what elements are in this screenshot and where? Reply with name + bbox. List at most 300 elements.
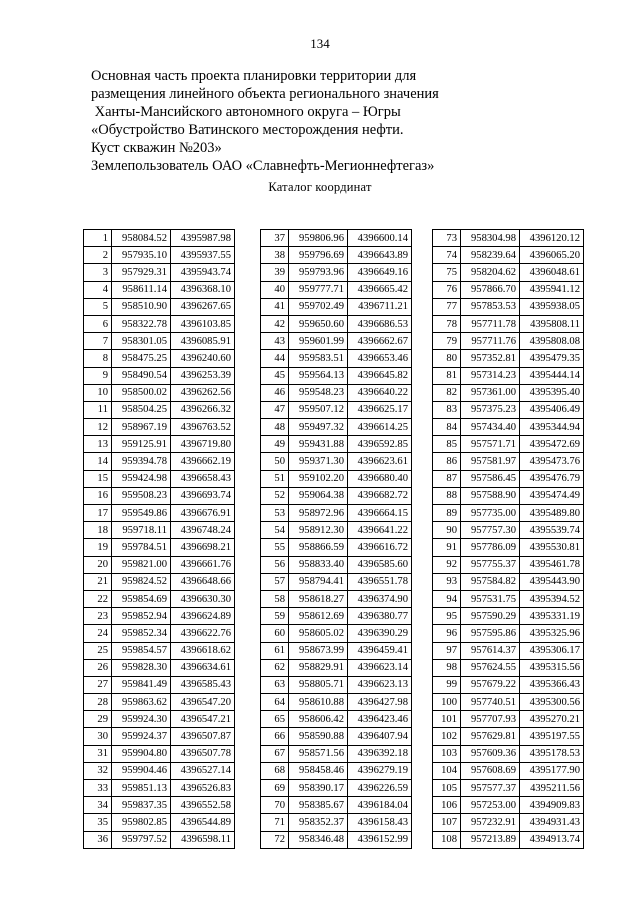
point-number: 61 <box>261 642 289 659</box>
coordinate-x: 957707.93 <box>461 711 520 728</box>
coordinate-x: 958610.88 <box>289 694 348 711</box>
coordinate-y: 4395443.90 <box>520 573 584 590</box>
coordinate-y: 4395177.90 <box>520 762 584 779</box>
table-row <box>261 384 412 401</box>
point-number: 18 <box>84 522 112 539</box>
coordinate-y: 4395489.80 <box>520 505 584 522</box>
coordinate-x: 958571.56 <box>289 745 348 762</box>
point-number: 26 <box>84 659 112 676</box>
point-number: 71 <box>261 814 289 831</box>
coordinate-y: 4396507.78 <box>171 745 235 762</box>
coordinate-x: 958673.99 <box>289 642 348 659</box>
table-row <box>261 230 412 247</box>
coordinate-x: 959851.13 <box>112 780 171 797</box>
coordinate-y: 4395178.53 <box>520 745 584 762</box>
coordinate-x: 958972.96 <box>289 505 348 522</box>
coordinate-y: 4394909.83 <box>520 797 584 814</box>
coordinate-x: 957755.37 <box>461 556 520 573</box>
point-number: 17 <box>84 505 112 522</box>
coordinate-y: 4396380.77 <box>348 608 412 625</box>
table-row <box>433 230 584 247</box>
table-row <box>261 453 412 470</box>
point-number: 34 <box>84 797 112 814</box>
coordinate-x: 958805.71 <box>289 676 348 693</box>
point-number: 99 <box>433 676 461 693</box>
table-row <box>433 590 584 607</box>
table-row <box>84 745 235 762</box>
table-row <box>84 298 235 315</box>
point-number: 72 <box>261 831 289 848</box>
coordinate-y: 4396184.04 <box>348 797 412 814</box>
table-row <box>84 384 235 401</box>
coordinate-x: 958352.37 <box>289 814 348 831</box>
coordinate-x: 958912.30 <box>289 522 348 539</box>
coordinate-y: 4396624.89 <box>171 608 235 625</box>
point-number: 97 <box>433 642 461 659</box>
point-number: 92 <box>433 556 461 573</box>
table-row <box>433 487 584 504</box>
coordinate-x: 958475.25 <box>112 350 171 367</box>
point-number: 20 <box>84 556 112 573</box>
coordinate-y: 4396640.22 <box>348 384 412 401</box>
point-number: 102 <box>433 728 461 745</box>
coordinate-x: 959796.69 <box>289 247 348 264</box>
point-number: 35 <box>84 814 112 831</box>
coordinate-x: 959777.71 <box>289 281 348 298</box>
coordinate-x: 958458.46 <box>289 762 348 779</box>
coordinate-x: 957584.82 <box>461 573 520 590</box>
point-number: 57 <box>261 573 289 590</box>
point-number: 46 <box>261 384 289 401</box>
coordinate-y: 4395325.96 <box>520 625 584 642</box>
coordinate-x: 959854.57 <box>112 642 171 659</box>
point-number: 52 <box>261 487 289 504</box>
coordinate-x: 959424.98 <box>112 470 171 487</box>
coordinate-y: 4395941.12 <box>520 281 584 298</box>
coordinate-y: 4396267.65 <box>171 298 235 315</box>
coordinate-y: 4395444.14 <box>520 367 584 384</box>
coordinate-y: 4396427.98 <box>348 694 412 711</box>
coordinate-x: 958829.91 <box>289 659 348 676</box>
table-row <box>261 419 412 436</box>
coordinate-y: 4396551.78 <box>348 573 412 590</box>
coordinate-x: 958590.88 <box>289 728 348 745</box>
point-number: 8 <box>84 350 112 367</box>
table-row <box>261 470 412 487</box>
coordinate-x: 957590.29 <box>461 608 520 625</box>
coordinate-y: 4396459.41 <box>348 642 412 659</box>
coordinate-x: 959508.23 <box>112 487 171 504</box>
coordinate-y: 4395211.56 <box>520 780 584 797</box>
table-row <box>433 745 584 762</box>
table-row <box>261 315 412 332</box>
point-number: 81 <box>433 367 461 384</box>
title-line: Ханты-Мансийского автономного округа – Югры <box>91 104 401 120</box>
point-number: 105 <box>433 780 461 797</box>
table-row <box>433 333 584 350</box>
coordinate-y: 4396625.17 <box>348 401 412 418</box>
coordinate-y: 4396279.19 <box>348 762 412 779</box>
table-row <box>433 711 584 728</box>
table-row <box>84 487 235 504</box>
point-number: 14 <box>84 453 112 470</box>
coordinate-x: 958967.19 <box>112 419 171 436</box>
table-row <box>433 350 584 367</box>
coordinate-y: 4396527.14 <box>171 762 235 779</box>
coordinate-x: 958385.67 <box>289 797 348 814</box>
point-number: 91 <box>433 539 461 556</box>
coordinate-x: 957629.81 <box>461 728 520 745</box>
point-number: 62 <box>261 659 289 676</box>
coordinate-y: 4395300.56 <box>520 694 584 711</box>
coordinate-x: 959549.86 <box>112 505 171 522</box>
coordinate-y: 4396266.32 <box>171 401 235 418</box>
table-row <box>84 608 235 625</box>
title-line: Основная часть проекта планировки территории для <box>91 68 417 84</box>
point-number: 82 <box>433 384 461 401</box>
table-row <box>261 487 412 504</box>
point-number: 25 <box>84 642 112 659</box>
coordinate-y: 4396585.43 <box>171 676 235 693</box>
coordinate-y: 4396614.25 <box>348 419 412 436</box>
point-number: 32 <box>84 762 112 779</box>
coordinate-y: 4396368.10 <box>171 281 235 298</box>
point-number: 15 <box>84 470 112 487</box>
point-number: 11 <box>84 401 112 418</box>
table-row <box>433 522 584 539</box>
table-row <box>261 247 412 264</box>
table-row <box>261 298 412 315</box>
coordinate-x: 958322.78 <box>112 315 171 332</box>
coordinate-y: 4396693.74 <box>171 487 235 504</box>
point-number: 90 <box>433 522 461 539</box>
point-number: 73 <box>433 230 461 247</box>
page-number: 134 <box>310 36 330 51</box>
point-number: 104 <box>433 762 461 779</box>
table-row <box>84 539 235 556</box>
title-line: размещения линейного объекта регионального значения <box>91 86 439 102</box>
point-number: 69 <box>261 780 289 797</box>
coordinate-x: 959702.49 <box>289 298 348 315</box>
point-number: 85 <box>433 436 461 453</box>
table-row <box>261 367 412 384</box>
point-number: 86 <box>433 453 461 470</box>
table-row <box>261 350 412 367</box>
coordinate-y: 4396686.53 <box>348 315 412 332</box>
point-number: 59 <box>261 608 289 625</box>
title-line: Землепользователь ОАО «Славнефть-Мегионнефтегаз» <box>91 158 435 174</box>
coordinate-y: 4396120.12 <box>520 230 584 247</box>
point-number: 39 <box>261 264 289 281</box>
catalog-subtitle: Каталог координат <box>268 180 372 194</box>
point-number: 80 <box>433 350 461 367</box>
coordinate-y: 4396661.76 <box>171 556 235 573</box>
coordinate-y: 4396048.61 <box>520 264 584 281</box>
coordinate-x: 959828.30 <box>112 659 171 676</box>
point-number: 53 <box>261 505 289 522</box>
point-number: 22 <box>84 590 112 607</box>
table-row <box>261 401 412 418</box>
point-number: 4 <box>84 281 112 298</box>
coordinate-x: 957352.81 <box>461 350 520 367</box>
coordinate-x: 957735.00 <box>461 505 520 522</box>
table-row <box>433 814 584 831</box>
table-row <box>84 401 235 418</box>
point-number: 42 <box>261 315 289 332</box>
table-row <box>84 436 235 453</box>
point-number: 65 <box>261 711 289 728</box>
point-number: 54 <box>261 522 289 539</box>
table-row <box>84 694 235 711</box>
coordinate-y: 4396622.76 <box>171 625 235 642</box>
table-row <box>433 556 584 573</box>
coordinate-x: 957624.55 <box>461 659 520 676</box>
table-row <box>84 470 235 487</box>
table-row <box>433 470 584 487</box>
coordinate-y: 4396719.80 <box>171 436 235 453</box>
coordinate-y: 4396374.90 <box>348 590 412 607</box>
table-row <box>84 797 235 814</box>
coordinate-x: 958084.52 <box>112 230 171 247</box>
coordinate-y: 4396653.46 <box>348 350 412 367</box>
coordinate-y: 4396664.15 <box>348 505 412 522</box>
table-row <box>261 728 412 745</box>
coordinate-y: 4395476.79 <box>520 470 584 487</box>
point-number: 67 <box>261 745 289 762</box>
coordinate-x: 959904.80 <box>112 745 171 762</box>
table-row <box>261 659 412 676</box>
table-row <box>84 419 235 436</box>
coordinate-y: 4396748.24 <box>171 522 235 539</box>
document-title <box>91 67 561 175</box>
point-number: 49 <box>261 436 289 453</box>
point-number: 79 <box>433 333 461 350</box>
table-row <box>433 315 584 332</box>
table-row <box>261 608 412 625</box>
coordinate-x: 957434.40 <box>461 419 520 436</box>
coordinate-x: 958301.05 <box>112 333 171 350</box>
table-row <box>433 539 584 556</box>
coordinate-x: 959821.00 <box>112 556 171 573</box>
table-row <box>84 350 235 367</box>
coordinate-y: 4396623.14 <box>348 659 412 676</box>
coordinate-y: 4396407.94 <box>348 728 412 745</box>
coordinate-y: 4395479.35 <box>520 350 584 367</box>
coordinate-y: 4396665.42 <box>348 281 412 298</box>
coordinate-y: 4396598.11 <box>171 831 235 848</box>
coordinate-y: 4396682.72 <box>348 487 412 504</box>
coordinate-y: 4396680.40 <box>348 470 412 487</box>
point-number: 41 <box>261 298 289 315</box>
point-number: 2 <box>84 247 112 264</box>
point-number: 12 <box>84 419 112 436</box>
table-row <box>261 573 412 590</box>
coordinate-x: 959548.23 <box>289 384 348 401</box>
point-number: 50 <box>261 453 289 470</box>
point-number: 28 <box>84 694 112 711</box>
point-number: 60 <box>261 625 289 642</box>
coordinate-y: 4395530.81 <box>520 539 584 556</box>
point-number: 75 <box>433 264 461 281</box>
point-number: 100 <box>433 694 461 711</box>
point-number: 64 <box>261 694 289 711</box>
coordinate-x: 959601.99 <box>289 333 348 350</box>
coordinate-x: 957213.89 <box>461 831 520 848</box>
coordinate-x: 957853.53 <box>461 298 520 315</box>
coordinate-x: 959793.96 <box>289 264 348 281</box>
coordinate-x: 959784.51 <box>112 539 171 556</box>
point-number: 103 <box>433 745 461 762</box>
point-number: 29 <box>84 711 112 728</box>
point-number: 98 <box>433 659 461 676</box>
coordinate-x: 957614.37 <box>461 642 520 659</box>
coordinate-x: 959394.78 <box>112 453 171 470</box>
coordinate-x: 959564.13 <box>289 367 348 384</box>
point-number: 30 <box>84 728 112 745</box>
table-row <box>84 762 235 779</box>
coordinate-x: 957253.00 <box>461 797 520 814</box>
coordinate-y: 4395270.21 <box>520 711 584 728</box>
coordinate-y: 4395808.08 <box>520 333 584 350</box>
coordinate-y: 4396390.29 <box>348 625 412 642</box>
table-row <box>433 797 584 814</box>
coordinate-y: 4395344.94 <box>520 419 584 436</box>
coordinate-x: 959797.52 <box>112 831 171 848</box>
table-row <box>261 539 412 556</box>
coordinate-x: 957608.69 <box>461 762 520 779</box>
coordinate-y: 4396662.67 <box>348 333 412 350</box>
coordinate-x: 957866.70 <box>461 281 520 298</box>
table-row <box>261 556 412 573</box>
coordinate-x: 957929.31 <box>112 264 171 281</box>
title-line: «Обустройство Ватинского месторождения нефти. <box>91 122 404 138</box>
coordinate-x: 959583.51 <box>289 350 348 367</box>
coordinate-x: 957531.75 <box>461 590 520 607</box>
point-number: 19 <box>84 539 112 556</box>
title-line: Куст скважин №203» <box>91 140 222 156</box>
coordinate-x: 957361.00 <box>461 384 520 401</box>
point-number: 83 <box>433 401 461 418</box>
coordinate-x: 957232.91 <box>461 814 520 831</box>
coordinate-x: 957571.71 <box>461 436 520 453</box>
point-number: 33 <box>84 780 112 797</box>
point-number: 93 <box>433 573 461 590</box>
coordinates-table-2 <box>260 229 412 849</box>
table-row <box>261 676 412 693</box>
table-row <box>433 642 584 659</box>
point-number: 74 <box>433 247 461 264</box>
coordinate-y: 4395366.43 <box>520 676 584 693</box>
point-number: 23 <box>84 608 112 625</box>
coordinate-x: 958204.62 <box>461 264 520 281</box>
point-number: 21 <box>84 573 112 590</box>
coordinate-x: 958504.25 <box>112 401 171 418</box>
coordinate-y: 4396763.52 <box>171 419 235 436</box>
coordinate-x: 958490.54 <box>112 367 171 384</box>
table-row <box>261 797 412 814</box>
table-row <box>84 505 235 522</box>
coordinate-x: 959371.30 <box>289 453 348 470</box>
coordinate-y: 4395473.76 <box>520 453 584 470</box>
table-row <box>261 505 412 522</box>
table-row <box>84 230 235 247</box>
table-row <box>84 814 235 831</box>
coordinate-y: 4395395.40 <box>520 384 584 401</box>
point-number: 94 <box>433 590 461 607</box>
table-row <box>433 659 584 676</box>
table-row <box>261 625 412 642</box>
table-row <box>433 573 584 590</box>
coordinate-x: 957586.45 <box>461 470 520 487</box>
table-row <box>84 247 235 264</box>
coordinate-y: 4396152.99 <box>348 831 412 848</box>
point-number: 44 <box>261 350 289 367</box>
coordinate-x: 957935.10 <box>112 247 171 264</box>
point-number: 108 <box>433 831 461 848</box>
coordinate-y: 4396648.66 <box>171 573 235 590</box>
point-number: 16 <box>84 487 112 504</box>
coordinate-y: 4395938.05 <box>520 298 584 315</box>
coordinate-x: 957577.37 <box>461 780 520 797</box>
table-row <box>84 659 235 676</box>
table-row <box>84 453 235 470</box>
coordinate-x: 959125.91 <box>112 436 171 453</box>
coordinate-x: 959852.34 <box>112 625 171 642</box>
table-row <box>433 676 584 693</box>
table-row <box>261 264 412 281</box>
coordinate-x: 958611.14 <box>112 281 171 298</box>
point-number: 101 <box>433 711 461 728</box>
table-row <box>84 556 235 573</box>
coordinate-y: 4395406.49 <box>520 401 584 418</box>
coordinate-y: 4396544.89 <box>171 814 235 831</box>
table-row <box>84 711 235 728</box>
coordinate-x: 957588.90 <box>461 487 520 504</box>
coordinate-y: 4395197.55 <box>520 728 584 745</box>
coordinate-x: 958606.42 <box>289 711 348 728</box>
coordinate-y: 4396253.39 <box>171 367 235 384</box>
table-row <box>261 745 412 762</box>
coordinate-x: 957711.78 <box>461 315 520 332</box>
point-number: 55 <box>261 539 289 556</box>
coordinate-x: 957595.86 <box>461 625 520 642</box>
point-number: 45 <box>261 367 289 384</box>
coordinate-x: 959064.38 <box>289 487 348 504</box>
point-number: 13 <box>84 436 112 453</box>
coordinate-y: 4396676.91 <box>171 505 235 522</box>
coordinate-x: 959852.94 <box>112 608 171 625</box>
point-number: 5 <box>84 298 112 315</box>
coordinate-y: 4396085.91 <box>171 333 235 350</box>
point-number: 7 <box>84 333 112 350</box>
coordinate-y: 4394931.43 <box>520 814 584 831</box>
table-row <box>433 608 584 625</box>
coordinate-x: 958794.41 <box>289 573 348 590</box>
table-row <box>84 281 235 298</box>
table-row <box>433 298 584 315</box>
point-number: 89 <box>433 505 461 522</box>
coordinate-x: 958346.48 <box>289 831 348 848</box>
coordinate-y: 4396649.16 <box>348 264 412 281</box>
table-row <box>261 762 412 779</box>
table-row <box>433 281 584 298</box>
coordinate-y: 4395937.55 <box>171 247 235 264</box>
table-row <box>261 831 412 848</box>
coordinate-x: 958239.64 <box>461 247 520 264</box>
coordinate-y: 4396507.87 <box>171 728 235 745</box>
table-row <box>433 401 584 418</box>
coordinate-y: 4396392.18 <box>348 745 412 762</box>
